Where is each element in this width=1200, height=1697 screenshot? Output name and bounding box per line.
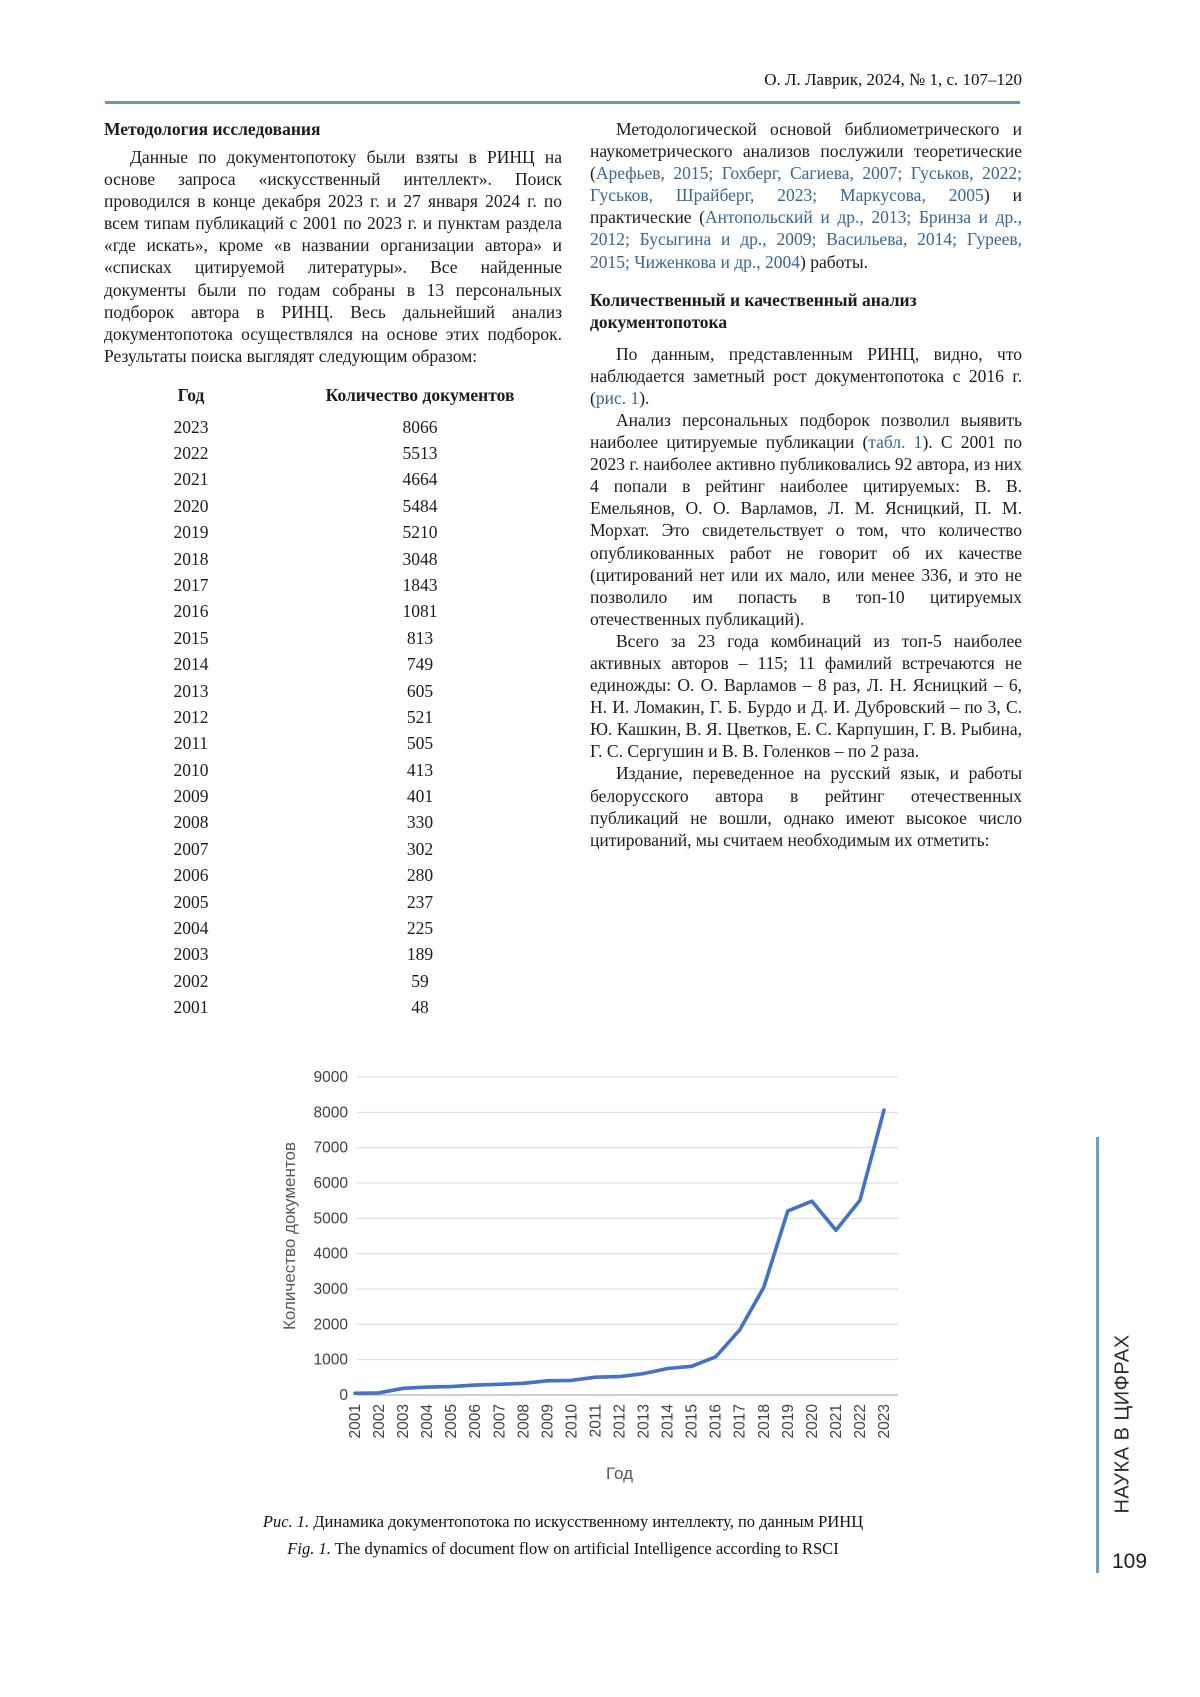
table-cell: 2005 [173,891,209,912]
table-cell: 2018 [173,548,209,569]
x-tick-label: 2007 [491,1404,509,1439]
x-tick-label: 2002 [371,1404,389,1439]
x-tick-label: 2023 [876,1404,893,1439]
table-cell: 225 [406,918,434,939]
table-row [104,414,562,440]
x-tick-label: 2018 [755,1404,773,1439]
table-row [104,625,562,651]
figure-caption-en [104,1535,1022,1562]
text-segment: ). [639,387,650,408]
y-tick-label: 3000 [313,1281,348,1298]
table-cell: 5210 [402,522,438,543]
x-tick-label: 2015 [683,1404,701,1439]
table-header-count: Количество документов [325,384,515,405]
table-cell: 2015 [173,627,209,648]
y-tick-label: 6000 [313,1175,348,1192]
text-segment: ) и практические ( [590,185,1022,228]
table-row [104,863,562,889]
table-cell: 2010 [173,759,209,780]
text-segment: Методологической основой библиометрического и наукометрического анализов послужили теоретические ( [590,119,1022,184]
table-row [104,942,562,968]
citation-link[interactable]: табл. 1 [868,432,923,453]
x-tick-label: 2017 [731,1404,749,1439]
x-tick-label: 2010 [563,1404,581,1439]
table-cell: 3048 [402,548,438,569]
page-number: 109 [1112,1550,1148,1573]
x-tick-label: 2020 [803,1404,821,1439]
table-row [104,599,562,625]
y-tick-label: 5000 [313,1210,348,1228]
header-rule [105,101,1020,104]
table-row [104,968,562,994]
x-tick-label: 2016 [707,1404,725,1439]
table-row [104,678,562,704]
table-cell: 505 [406,733,434,754]
table-row [104,572,562,598]
x-tick-label: 2009 [539,1404,557,1439]
table-row [104,651,562,677]
paragraph-growth [590,343,1022,409]
table-row [104,493,562,519]
figure-1-line-chart [250,1058,1020,1498]
paragraph-methodology: Данные по документопотоку были взяты в РИНЦ на основе запроса «искусственный интеллект». Поиск проводился в конце декабря 2023 г. и 27 января 2024 г. по всем типам публикаций с 2001 по 2023 г. и пунктам раздела «где искать», кроме «в названии организации автора» и «списках цитируемой литературы». Все найденные документы были по годам собраны в 13 персональных подборок автора в РИНЦ. Весь дальнейший анализ документопотока осуществлялся на основе этих подборок. Результаты поиска выглядят следующим образом: [104,147,562,366]
right-column [590,118,1022,851]
table-cell: 2021 [173,469,209,490]
x-tick-label: 2013 [635,1404,653,1439]
x-tick-label: 2008 [515,1404,533,1439]
paragraph-top5-authors: Всего за 23 года комбинаций из топ-5 наиболее активных авторов – 115; 11 фамилий встречаются не единожды: О. О. Варламов – 8 раз, Л. Н. Ясницкий – 6, Н. И. Ломакин, Г. Б. Бурдо и Д. И. Дубровский – по 3, С. Ю. Кашкин, В. Я. Цветков, Е. С. Карпушин, Г. В. Рыбина, Г. С. Сергушин и В. В. Голенков – по 2 раза. [590,630,1022,762]
table-cell: 2017 [173,574,209,595]
figure-caption-en-text: The dynamics of document flow on artificial Intelligence according to RSCI [330,1539,839,1558]
citation-link[interactable]: Арефьев, 2015; Гохберг, Сагиева, 2007; Гуськов, 2022; Гуськов, Шрайберг, 2023; Маркусова, 2005 [590,163,1022,206]
x-tick-label: 2014 [659,1404,677,1439]
table-row [104,995,562,1021]
table-row [104,836,562,862]
figure-caption-ru-label: Рис. 1. [262,1512,310,1531]
table-cell: 2006 [173,865,209,886]
table-cell: 189 [406,944,434,965]
x-tick-label: 2004 [419,1404,437,1439]
left-column [104,118,562,1021]
table-cell: 2003 [173,944,209,965]
x-tick-label: 2001 [347,1404,364,1439]
x-tick-label: 2005 [443,1404,461,1439]
table-cell: 2004 [173,918,209,939]
y-tick-label: 0 [339,1387,348,1404]
table-row [104,783,562,809]
figure-caption-en-label: Fig. 1. [287,1539,331,1558]
table-row [104,757,562,783]
paragraph-translated-edition: Издание, переведенное на русский язык, и работы белорусского автора в рейтинг отечественных публикаций не вошли, однако имеют высокое число цитирований, мы считаем необходимым их отметить: [590,763,1022,850]
table-cell: 1843 [402,574,438,595]
table-cell: 1081 [402,601,438,622]
table-cell: 59 [411,970,429,991]
table-row [104,731,562,757]
text-segment: По данным, представленным РИНЦ, видно, что наблюдается заметный рост документопотока с 2016 г. ( [590,343,1022,408]
running-head: О. Л. Лаврик, 2024, № 1, с. 107–120 [764,70,1022,89]
section-rubric-line [1096,1137,1099,1573]
table-header-row [104,383,562,414]
section-heading-quant-qual-analysis: Количественный и качественный анализ документопотока [590,289,917,332]
table-cell: 813 [406,627,434,648]
table-cell: 2007 [173,838,209,859]
y-tick-label: 4000 [313,1245,348,1263]
table-cell: 2016 [173,601,209,622]
table-cell: 2014 [173,654,209,675]
x-tick-label: 2011 [587,1404,605,1438]
section-heading-methodology: Методология исследования [104,119,321,139]
y-tick-label: 9000 [313,1069,348,1086]
x-axis-title: Год [605,1464,634,1483]
table-cell: 2013 [173,680,209,701]
x-tick-label: 2022 [851,1404,869,1439]
table-row [104,810,562,836]
table-cell: 2011 [173,733,209,754]
y-tick-label: 7000 [313,1139,348,1157]
table-cell: 2023 [173,416,209,437]
figure-1-caption [104,1508,1022,1562]
figure-caption-ru-text: Динамика документопотока по искусственному интеллекту, по данным РИНЦ [309,1512,864,1531]
year-documents-table [104,383,562,1021]
table-cell: 521 [406,706,434,727]
table-row [104,546,562,572]
table-cell: 5484 [402,495,438,516]
section-rubric-label: НАУКА В ЦИФРАХ [1111,1334,1134,1514]
table-cell: 605 [406,680,434,701]
table-body [104,414,562,1021]
table-row [104,440,562,466]
table-cell: 2001 [173,997,209,1018]
text-segment: ). С 2001 по 2023 г. наиболее активно публиковались 92 автора, из них 4 попали в рейтинг наиболее цитируемых: В. В. Емельянов, О. О. Варламов, Л. М. Ясницкий, П. М. Морхат. Это свидетельствует о том, что количество опубликованных работ не говорит об их качестве (цитирований нет или их мало, или менее 336, и это не позволило им попасть в топ-10 цитируемых отечественных публикаций). [590,432,1022,629]
table-cell: 2019 [173,522,209,543]
table-row [104,520,562,546]
text-segment: Анализ персональных подборок позволил выявить наиболее цитируемые публикации ( [590,409,1022,453]
table-row [104,704,562,730]
table-cell: 8066 [402,416,438,437]
table-cell: 302 [406,838,434,859]
table-header-year: Год [177,384,205,405]
table-cell: 749 [406,654,434,675]
table-cell: 401 [406,786,434,807]
table-cell: 2020 [173,495,209,516]
figure-caption-ru [104,1508,1022,1535]
table-cell: 2009 [173,786,209,807]
y-tick-label: 8000 [313,1104,348,1122]
table-cell: 237 [406,891,434,912]
table-cell: 2008 [173,812,209,833]
table-cell: 2022 [173,443,209,464]
document-flow-series-line [355,1110,884,1393]
table-cell: 2002 [173,970,209,991]
paragraph-methodological-basis [590,118,1022,273]
x-tick-label: 2019 [779,1404,797,1439]
table-row [104,467,562,493]
y-axis-title: Количество документов [280,1142,299,1330]
paragraph-collections-analysis [590,409,1022,630]
chart-canvas [250,1058,1020,1498]
table-cell: 280 [406,865,434,886]
table-cell: 4664 [402,469,438,490]
table-cell: 48 [411,997,429,1018]
x-tick-label: 2006 [467,1404,485,1439]
table-cell: 330 [406,812,434,833]
table-row [104,915,562,941]
citation-link[interactable]: Антопольский и др., 2013; Бринза и др., 2012; Бусыгина и др., 2009; Васильева, 2014; Гуреев, 2015; Чиженкова и др., 2004 [590,207,1022,272]
table-cell: 5513 [402,443,438,464]
table-cell: 2012 [173,706,209,727]
x-tick-label: 2021 [827,1404,845,1439]
text-segment: ) работы. [800,251,868,272]
x-tick-label: 2003 [395,1404,413,1439]
table-row [104,889,562,915]
citation-link[interactable]: рис. 1 [595,387,640,408]
y-tick-label: 2000 [313,1316,348,1334]
y-tick-label: 1000 [313,1351,348,1369]
table-cell: 413 [406,759,434,780]
x-tick-label: 2012 [611,1404,629,1439]
